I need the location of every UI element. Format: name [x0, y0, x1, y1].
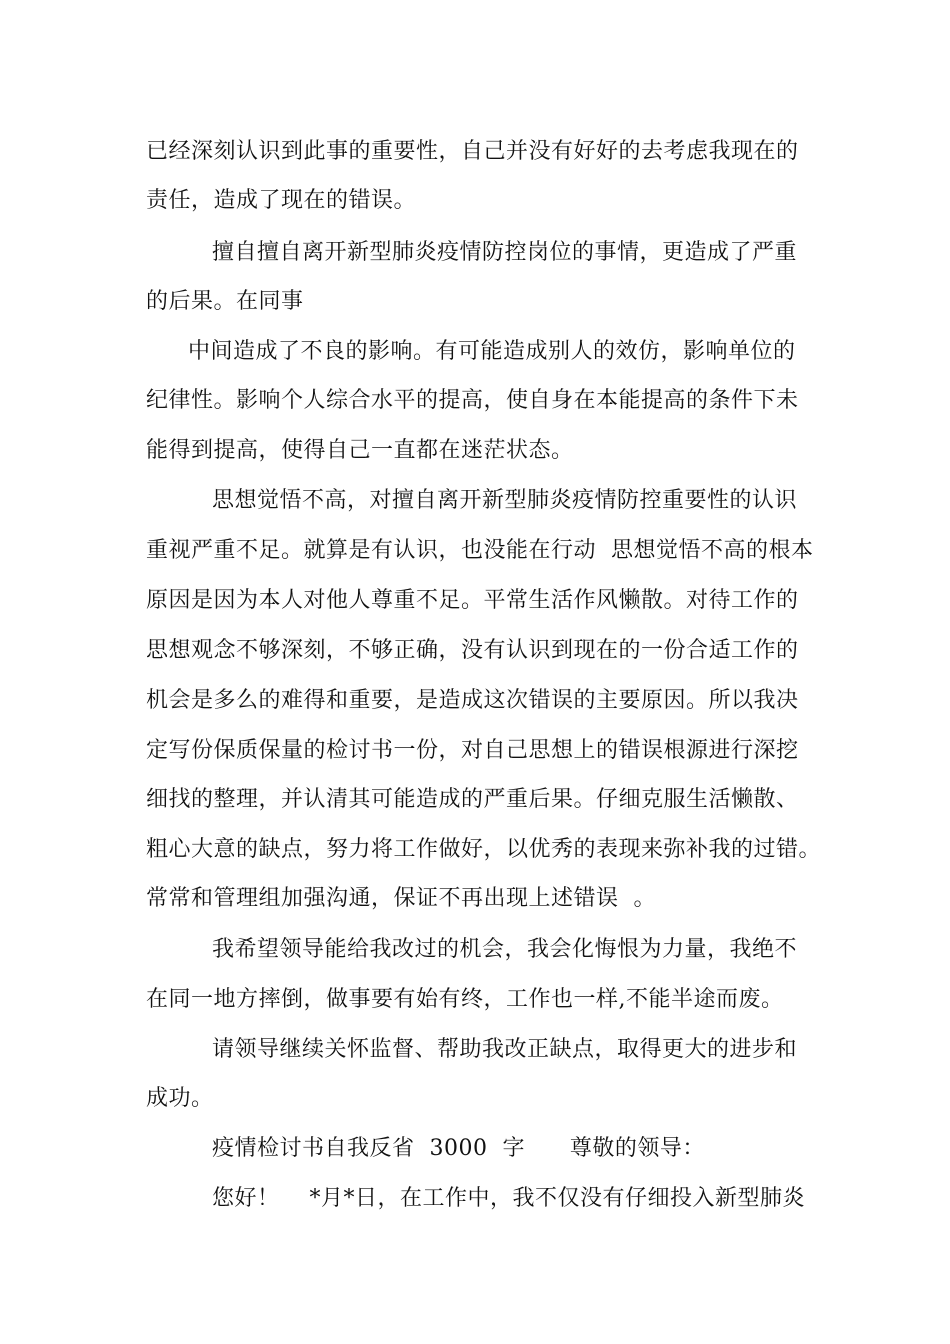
text-line: 机会是多么的难得和重要，是造成这次错误的主要原因。所以我决 [146, 688, 799, 713]
text-line: 重视严重不足。就算是有认识，也没能在行动 思想觉悟不高的根本 [146, 538, 814, 563]
text-line: 粗心大意的缺点，努力将工作做好，以优秀的表现来弥补我的过错。 [146, 837, 822, 862]
text-line: 细找的整理，并认清其可能造成的严重后果。仔细克服生活懒散、 [146, 787, 799, 812]
text-line: 思想觉悟不高，对擅自离开新型肺炎疫情防控重要性的认识 [212, 488, 798, 513]
text-line: 中间造成了不良的影响。有可能造成别人的效仿，影响单位的 [188, 339, 796, 364]
text-line: 擅自擅自离开新型肺炎疫情防控岗位的事情，更造成了严重 [212, 240, 798, 265]
text-line: 您好！ *月*日，在工作中，我不仅没有仔细投入新型肺炎 [212, 1186, 805, 1211]
text-line: 常常和管理组加强沟通，保证不再出现上述错误 。 [146, 886, 656, 911]
text-line: 我希望领导能给我改过的机会，我会化悔恨为力量，我绝不 [212, 937, 798, 962]
text-line: 思想观念不够深刻，不够正确，没有认识到现在的一份合适工作的 [146, 638, 799, 663]
text-line: 疫情检讨书自我反省 3000 字 尊敬的领导： [212, 1136, 705, 1161]
text-line: 的后果。在同事 [146, 289, 304, 314]
text-line: 在同一地方摔倒，做事要有始有终，工作也一样,不能半途而废。 [146, 987, 784, 1012]
text-line: 定写份保质保量的检讨书一份，对自己思想上的错误根源进行深挖 [146, 738, 799, 763]
text-line: 原因是因为本人对他人尊重不足。平常生活作风懒散。对待工作的 [146, 588, 799, 613]
text-line: 成功。 [146, 1086, 214, 1111]
text-line: 能得到提高，使得自己一直都在迷茫状态。 [146, 438, 574, 463]
text-line: 请领导继续关怀监督、帮助我改正缺点，取得更大的进步和 [212, 1037, 798, 1062]
text-line: 责任，造成了现在的错误。 [146, 188, 417, 213]
text-line: 纪律性。影响个人综合水平的提高，使自身在本能提高的条件下未 [146, 388, 799, 413]
text-line: 已经深刻认识到此事的重要性，自己并没有好好的去考虑我现在的 [146, 139, 799, 164]
